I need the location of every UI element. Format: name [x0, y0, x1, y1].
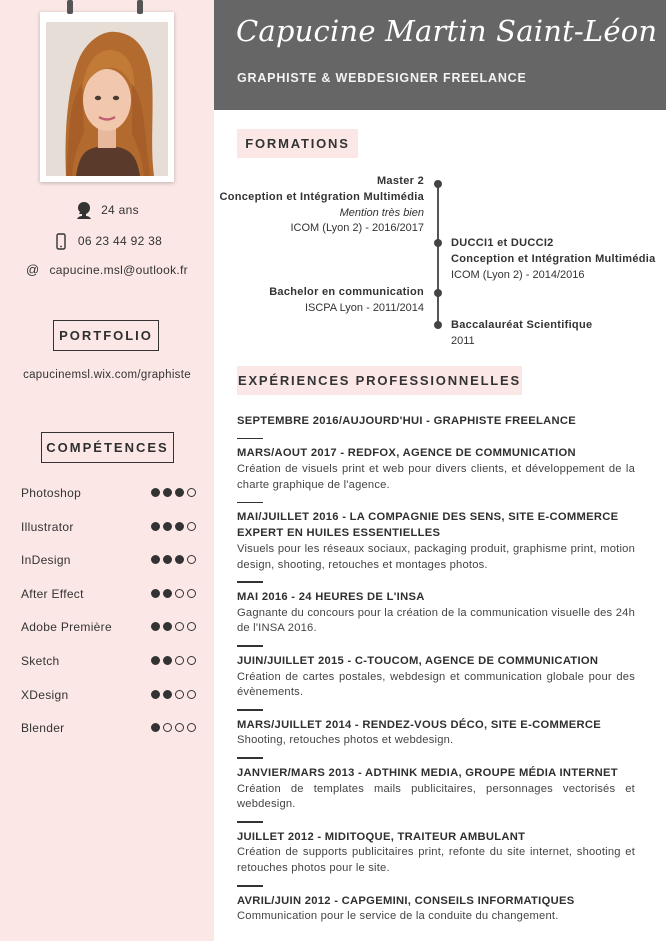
- empty-dot-icon: [187, 589, 196, 598]
- experience-title: MAI 2016 - 24 HEURES DE L'INSA: [237, 590, 425, 603]
- email-text[interactable]: capucine.msl@outlook.fr: [49, 262, 188, 277]
- formations-heading: FORMATIONS: [237, 129, 358, 158]
- separator-line: [237, 821, 263, 823]
- formation-degree: DUCCI1 et DUCCI2: [451, 237, 554, 249]
- experience-description: Visuels pour les réseaux sociaux, packaging produit, graphisme print, motion design, shooting, retouches et montages photos.: [237, 542, 635, 571]
- skill-name: Adobe Première: [21, 620, 112, 635]
- filled-dot-icon: [151, 555, 160, 564]
- experience-title: AVRIL/JUIN 2012 - CAPGEMINI, CONSEILS INFORMATIQUES: [237, 894, 575, 907]
- skill-row: [21, 620, 196, 654]
- skill-level-rating: [151, 522, 196, 531]
- portfolio-link[interactable]: capucinemsl.wix.com/graphiste: [23, 369, 191, 381]
- timeline-dot: [434, 180, 442, 188]
- filled-dot-icon: [163, 555, 172, 564]
- formation-degree: Baccalauréat Scientifique: [451, 319, 593, 331]
- skill-name: Illustrator: [21, 519, 74, 534]
- skill-name: XDesign: [21, 687, 69, 702]
- skill-row: [21, 520, 196, 554]
- filled-dot-icon: [163, 656, 172, 665]
- skills-list: [21, 486, 196, 755]
- skill-row: [21, 587, 196, 621]
- experience-description: Shooting, retouches photos et webdesign.: [237, 734, 454, 747]
- email-row: [0, 262, 214, 277]
- skill-row: [21, 654, 196, 688]
- timeline-dot: [434, 239, 442, 247]
- filled-dot-icon: [151, 522, 160, 531]
- experience-item: [237, 830, 635, 877]
- experience-title: JANVIER/MARS 2013 - ADTHINK MEDIA, GROUPE MÉDIA INTERNET: [237, 766, 618, 779]
- formation-school: ICOM (Lyon 2) - 2014/2016: [451, 268, 585, 281]
- empty-dot-icon: [175, 723, 184, 732]
- skill-name: Photoshop: [21, 486, 82, 500]
- experience-description: Création de supports publicitaires print, refonte du site internet, shooting et retouches photos pour le site.: [237, 846, 635, 875]
- experience-item: [237, 894, 635, 926]
- filled-dot-icon: [151, 656, 160, 665]
- formation-field: Conception et Intégration Multimédia: [219, 190, 424, 203]
- filled-dot-icon: [163, 589, 172, 598]
- experience-description: Gagnante du concours pour la création de la communication visuelle des 24h de l'INSA 2016.: [237, 606, 635, 635]
- portfolio-heading: PORTFOLIO: [53, 320, 159, 351]
- experience-description: Communication pour le service de la conduite du changement.: [237, 910, 559, 923]
- formation-item: [451, 318, 592, 350]
- age-row: [0, 201, 214, 219]
- experience-title: MAI/JUILLET 2016 - LA COMPAGNIE DES SENS, SITE E-COMMERCE EXPERT EN HUILES ESSENTIELLES: [237, 511, 619, 539]
- sidebar: [0, 0, 214, 941]
- experience-description: Création de visuels print et web pour divers clients, et développement de la charte graphique de l'agence.: [237, 463, 635, 491]
- experience-title: JUIN/JUILLET 2015 - C-TOUCOM, AGENCE DE COMMUNICATION: [237, 654, 599, 667]
- filled-dot-icon: [151, 589, 160, 598]
- profile-photo-frame: [40, 12, 174, 182]
- phone-text: 06 23 44 92 38: [77, 234, 163, 248]
- experience-item: [237, 510, 635, 573]
- skill-level-rating: [151, 488, 196, 497]
- filled-dot-icon: [175, 488, 184, 497]
- filled-dot-icon: [151, 723, 160, 732]
- experience-item: [237, 446, 635, 493]
- experience-item: [237, 590, 635, 637]
- formation-school: ICOM (Lyon 2) - 2016/2017: [290, 222, 424, 235]
- filled-dot-icon: [163, 690, 172, 699]
- header-banner: [214, 0, 666, 110]
- experience-title: SEPTEMBRE 2016/AUJOURD'HUI - GRAPHISTE FREELANCE: [237, 415, 577, 427]
- filled-dot-icon: [151, 690, 160, 699]
- filled-dot-icon: [175, 555, 184, 564]
- experiences-list: [237, 414, 635, 925]
- skill-row: [21, 688, 196, 722]
- formation-degree: Bachelor en communication: [269, 286, 424, 298]
- experience-title: MARS/JUILLET 2014 - RENDEZ-VOUS DÉCO, SITE E-COMMERCE: [237, 718, 601, 731]
- hanging-pin-right: [137, 0, 143, 14]
- filled-dot-icon: [151, 622, 160, 631]
- skill-name: InDesign: [21, 553, 71, 568]
- profile-photo: [46, 22, 168, 176]
- filled-dot-icon: [163, 622, 172, 631]
- experience-item: [237, 654, 635, 701]
- experiences-heading: EXPÉRIENCES PROFESSIONNELLES: [237, 366, 522, 395]
- separator-line: [237, 757, 263, 759]
- smartphone-icon: [52, 232, 70, 250]
- empty-dot-icon: [187, 656, 196, 665]
- timeline-line: [437, 183, 439, 326]
- filled-dot-icon: [175, 522, 184, 531]
- formation-field: Conception et Intégration Multimédia: [451, 252, 656, 265]
- skill-name: Blender: [21, 721, 65, 736]
- empty-dot-icon: [163, 723, 172, 732]
- filled-dot-icon: [163, 522, 172, 531]
- hanging-pin-left: [67, 0, 73, 14]
- empty-dot-icon: [187, 690, 196, 699]
- empty-dot-icon: [175, 656, 184, 665]
- formation-degree: Master 2: [376, 175, 424, 187]
- formation-school: ISCPA Lyon - 2011/2014: [304, 301, 424, 314]
- skill-name: Sketch: [21, 653, 60, 668]
- separator-line: [237, 709, 263, 711]
- timeline-dot: [434, 321, 442, 329]
- skill-level-rating: [151, 690, 196, 699]
- skill-row: [21, 486, 196, 520]
- skill-level-rating: [151, 622, 196, 631]
- formation-item: [451, 236, 656, 283]
- skill-level-rating: [151, 555, 196, 564]
- empty-dot-icon: [187, 488, 196, 497]
- experience-item: [237, 718, 635, 750]
- experience-description: Création de templates mails publicitaires, personnages vectorisés et webdesign.: [237, 782, 635, 811]
- separator-line: [237, 502, 263, 504]
- experience-item: [237, 414, 635, 430]
- separator-line: [237, 885, 263, 887]
- skill-level-rating: [151, 589, 196, 598]
- phone-row: [0, 232, 214, 250]
- empty-dot-icon: [187, 522, 196, 531]
- formation-mention: Mention très bien: [339, 206, 424, 219]
- formation-item: [269, 285, 424, 317]
- at-sign-icon: @: [26, 262, 40, 277]
- job-title: GRAPHISTE & WEBDESIGNER FREELANCE: [237, 71, 527, 85]
- empty-dot-icon: [187, 723, 196, 732]
- experience-description: Création de cartes postales, webdesign et communication globale pour des évènements.: [237, 670, 635, 699]
- timeline-dot: [434, 289, 442, 297]
- formation-year: 2011: [451, 334, 475, 347]
- empty-dot-icon: [187, 622, 196, 631]
- age-text: 24 ans: [101, 203, 139, 217]
- filled-dot-icon: [163, 488, 172, 497]
- experience-title: JUILLET 2012 - MIDITOQUE, TRAITEUR AMBULANT: [237, 830, 526, 843]
- empty-dot-icon: [175, 622, 184, 631]
- skill-level-rating: [151, 656, 196, 665]
- skill-level-rating: [151, 723, 196, 732]
- empty-dot-icon: [175, 589, 184, 598]
- separator-line: [237, 645, 263, 647]
- experience-item: [237, 766, 635, 813]
- experience-title: MARS/AOUT 2017 - REDFOX, AGENCE DE COMMUNICATION: [237, 447, 576, 460]
- skill-name: After Effect: [21, 586, 84, 601]
- empty-dot-icon: [187, 555, 196, 564]
- filled-dot-icon: [151, 488, 160, 497]
- skill-row: [21, 553, 196, 587]
- empty-dot-icon: [175, 690, 184, 699]
- person-name: Capucine Martin Saint-Léon: [236, 14, 658, 48]
- formation-item: [219, 174, 424, 237]
- person-silhouette-icon: [75, 201, 93, 219]
- skills-heading: COMPÉTENCES: [41, 432, 174, 463]
- separator-line: [237, 581, 263, 583]
- skill-row: [21, 721, 196, 755]
- separator-line: [237, 438, 263, 440]
